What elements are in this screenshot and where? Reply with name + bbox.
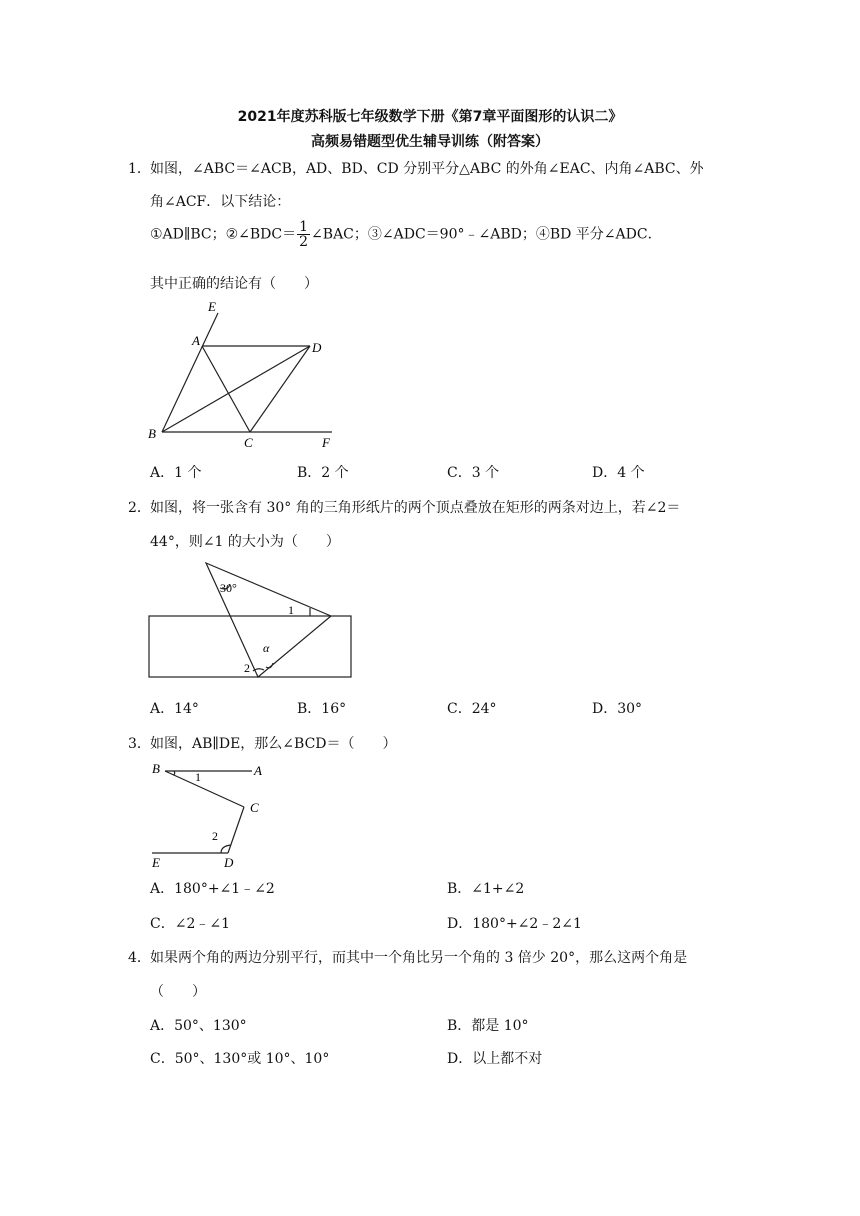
question-2-option-c: C．24° [447, 701, 497, 717]
label-E: E [152, 855, 160, 870]
question-4-text: 如果两个角的两边分别平行，而其中一个角比另一个角的 3 倍少 20°，那么这两个角是 [150, 950, 688, 966]
question-4-number: 4． [128, 950, 151, 966]
line-BC [165, 771, 244, 807]
line-BE [162, 313, 218, 432]
question-2-option-b: B．16° [297, 701, 347, 717]
question-2-text: 如图，将一张含有 30° 角的三角形纸片的两个顶点叠放在矩形的两条对边上，若∠2＝ [150, 500, 681, 516]
label-C: C [244, 435, 253, 450]
question-2-number: 2． [128, 500, 151, 516]
question-3-option-a: A．180°+∠1﹣∠2 [150, 881, 275, 897]
question-4-option-d: D．以上都不对 [447, 1051, 543, 1067]
label-30-degree: 30° [220, 581, 237, 595]
question-2-figure [140, 555, 360, 685]
label-alpha: α [263, 641, 270, 655]
question-4-option-a: A．50°、130° [150, 1018, 247, 1034]
question-3-option-c: C．∠2﹣∠1 [150, 916, 230, 932]
line-CD [250, 346, 310, 432]
line-BD [162, 346, 310, 432]
question-1-number: 1． [128, 161, 151, 177]
line-AC [202, 346, 250, 432]
label-F: F [322, 435, 330, 450]
question-4-text-cont: （ ） [150, 984, 206, 1000]
question-1-text-cont: 角∠ACF．以下结论： [150, 194, 291, 210]
label-A: A [192, 333, 200, 348]
fraction-denominator: 2 [299, 234, 309, 250]
question-1-figure [140, 295, 360, 455]
question-2-option-a: A．14° [150, 701, 199, 717]
question-1-option-a: A．1 个 [150, 465, 202, 481]
label-D: D [224, 855, 234, 870]
label-E: E [208, 299, 216, 314]
question-3-option-d: D．180°+∠2﹣2∠1 [447, 916, 582, 932]
label-B: B [152, 761, 160, 776]
question-4-option-b: B．都是 10° [447, 1018, 529, 1034]
label-B: B [148, 426, 156, 441]
fraction-one-half [297, 220, 310, 249]
question-1-prompt: 其中正确的结论有（ ） [150, 276, 318, 292]
label-angle-2: 2 [244, 661, 250, 675]
label-C: C [250, 800, 259, 815]
label-angle-2: 2 [212, 829, 218, 843]
question-4-option-c: C．50°、130°或 10°、10° [150, 1051, 330, 1067]
question-1-option-c: C．3 个 [447, 465, 500, 481]
question-3-option-b: B．∠1+∠2 [447, 881, 525, 897]
question-1-text: 如图，∠ABC＝∠ACB，AD、BD、CD 分别平分△ABC 的外角∠EAC、内角∠ABC、外 [150, 161, 704, 177]
label-angle-1: 1 [195, 770, 201, 784]
label-A: A [254, 763, 262, 778]
question-1-option-b: B．2 个 [297, 465, 349, 481]
question-1-conclusions [150, 220, 662, 249]
conclusion-part-1: ①AD∥BC；②∠BDC＝ [150, 226, 297, 243]
fraction-numerator: 1 [299, 219, 309, 235]
question-1-option-d: D．4 个 [592, 465, 645, 481]
page-subtitle: 高频易错题型优生辅导训练（附答案） [311, 134, 549, 150]
question-2-option-d: D．30° [592, 701, 643, 717]
question-3-text: 如图，AB∥DE，那么∠BCD＝（ ） [150, 736, 397, 752]
conclusion-part-2: ∠BAC；③∠ADC＝90°﹣∠ABD；④BD 平分∠ADC． [311, 226, 662, 243]
label-D: D [312, 340, 322, 355]
question-2-text-cont: 44°，则∠1 的大小为（ ） [150, 534, 340, 550]
label-angle-1: 1 [288, 603, 294, 617]
page-title: 2021年度苏科版七年级数学下册《第7章平面图形的认识二》 [237, 109, 623, 125]
question-3-number: 3． [128, 736, 151, 752]
line-CD [228, 807, 244, 853]
question-3-figure [140, 756, 280, 871]
